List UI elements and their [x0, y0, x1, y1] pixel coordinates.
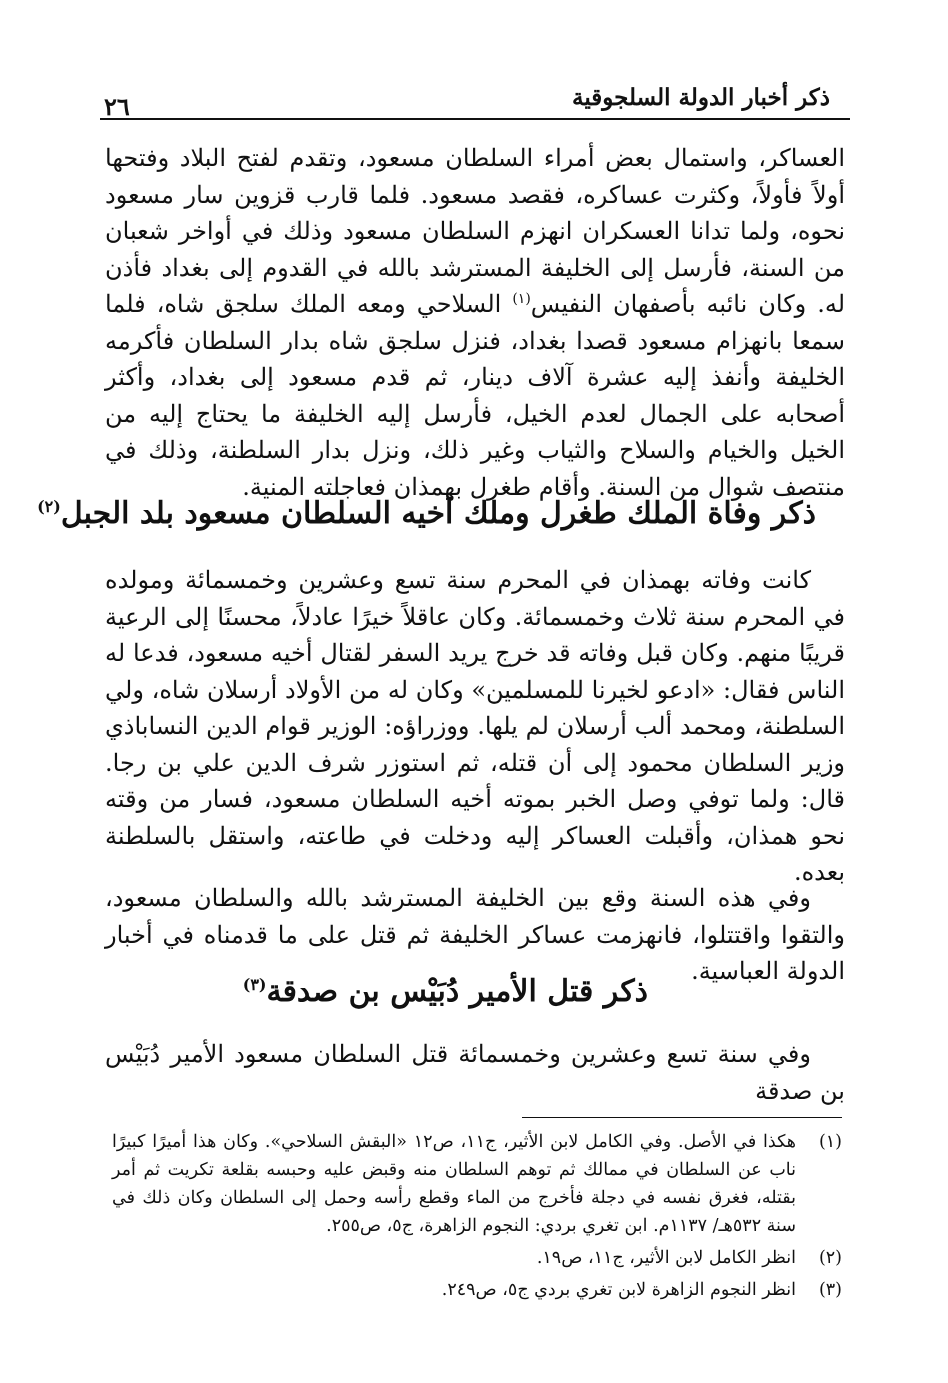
footnote-number: (١) [818, 1132, 842, 1152]
footnote-ref-1: (١) [512, 291, 531, 307]
paragraph-4-text: وفي سنة تسع وعشرين وخمسمائة قتل السلطان مسعود الأمير دُبَيْس بن صدقة [105, 1040, 845, 1105]
footnote-3 [112, 1276, 842, 1304]
paragraph-1-text: العساكر، واستمال بعض أمراء السلطان مسعود، وتقدم لفتح البلاد وفتحها أولاً فأولاً، وكثرت عساكره، فقصد مسعود. فلما قارب قزوين سار مسعود نحوه، ولما تدانا العسكران انهزم السلطان مسعود وذلك في أواخر شعبان من السنة، فأرسل إلى الخليفة المسترشد بالله في القدوم إلى بغداد فأذن له. وكان نائبه بأصفهان النفيس [105, 144, 846, 318]
footnote-text: انظر النجوم الزاهرة لابن تغري بردي ج٥، ص٢٤٩. [441, 1280, 796, 1300]
header-title: ذكر أخبار الدولة السلجوقية [571, 84, 830, 111]
running-head [100, 78, 850, 120]
paragraph-2 [105, 562, 845, 891]
footnote-ref-2: (٢) [37, 497, 61, 516]
footnote-ref-3: (٣) [242, 975, 267, 994]
footnote-divider [522, 1117, 842, 1118]
section-heading-2 [243, 974, 648, 1009]
paragraph-1-continued: السلاحي ومعه الملك سلجق شاه، فلما سمعا بانهزام مسعود قصدا بغداد، فنزل سلجق شاه بدار السلطان فأكرمه الخليفة وأنفذ إليه عشرة آلاف دينار، ثم قدم مسعود إلى بغداد، وأكثر أصحابه على الجمال لعدم الخيل، فأرسل إليه الخليفة ما يحتاج إليه من الخيل والخيام والسلاح والثياب وغير ذلك، ونزل بدار السلطنة، وذلك في منتصف شوال من السنة. وأقام طغرل بهمذان فعاجلته المنية. [105, 290, 845, 501]
paragraph-1 [105, 140, 845, 505]
section-heading-1-text: ذكر وفاة الملك طغرل وملك أخيه السلطان مسعود بلد الجبل [60, 496, 816, 531]
footnote-text: انظر الكامل لابن الأثير، ج١١، ص١٩. [536, 1248, 796, 1268]
footnote-number: (٣) [818, 1280, 842, 1300]
footnotes [112, 1128, 842, 1308]
footnote-1 [112, 1128, 842, 1240]
section-heading-1 [37, 496, 816, 531]
paragraph-4 [105, 1036, 845, 1109]
paragraph-2-text: كانت وفاته بهمذان في المحرم سنة تسع وعشرين وخمسمائة ومولده في المحرم سنة ثلاث وخمسمائة. وكان عاقلاً خيرًا عادلاً، محسنًا إلى الرعية قريبًا منهم. وكان قبل وفاته قد خرج يريد السفر لقتال أخيه مسعود، فدعا له الناس فقال: «ادعو لخيرنا للمسلمين» وكان له من الأولاد أرسلان شاه، ولي السلطنة، ومحمد ألب أرسلان لم يلها. ووزراؤه: الوزير قوام الدين النساباذي وزير السلطان محمود إلى أن قتله، ثم استوزر شرف الدين علي بن رجا. قال: ولما توفي وصل الخبر بموته أخيه السلطان مسعود، فسار من وقته نحو همذان، وأقبلت العساكر إليه ودخلت في طاعته، واستقل بالسلطنة بعده. [105, 566, 845, 886]
page-number: ٢٦ [104, 92, 130, 121]
paragraph-3-text: وفي هذه السنة وقع بين الخليفة المسترشد بالله والسلطان مسعود، والتقوا واقتتلوا، فانهزمت عساكر الخليفة ثم قتل على ما قدمناه في أخبار الدولة العباسية. [105, 884, 845, 985]
section-heading-2-text: ذكر قتل الأمير دُبَيْس بن صدقة [266, 974, 648, 1009]
footnote-number: (٢) [818, 1248, 842, 1268]
footnote-text: هكذا في الأصل. وفي الكامل لابن الأثير، ج١١، ص١٢ «البقش السلاحي». وكان هذا أميرًا كبيرًا ناب عن السلطان في ممالك ثم توهم السلطان منه وقبض عليه وحبسه بقلعة تكريت ثم أمر بقتله، فغرق نفسه في دجلة فأخرج من الماء وقطع رأسه وحمل إلى السلطان وكان ذلك في سنة ٥٣٢هـ/ ١١٣٧م. ابن تغري بردي: النجوم الزاهرة، ج٥، ص٢٥٥. [112, 1132, 796, 1236]
footnote-2 [112, 1244, 842, 1272]
